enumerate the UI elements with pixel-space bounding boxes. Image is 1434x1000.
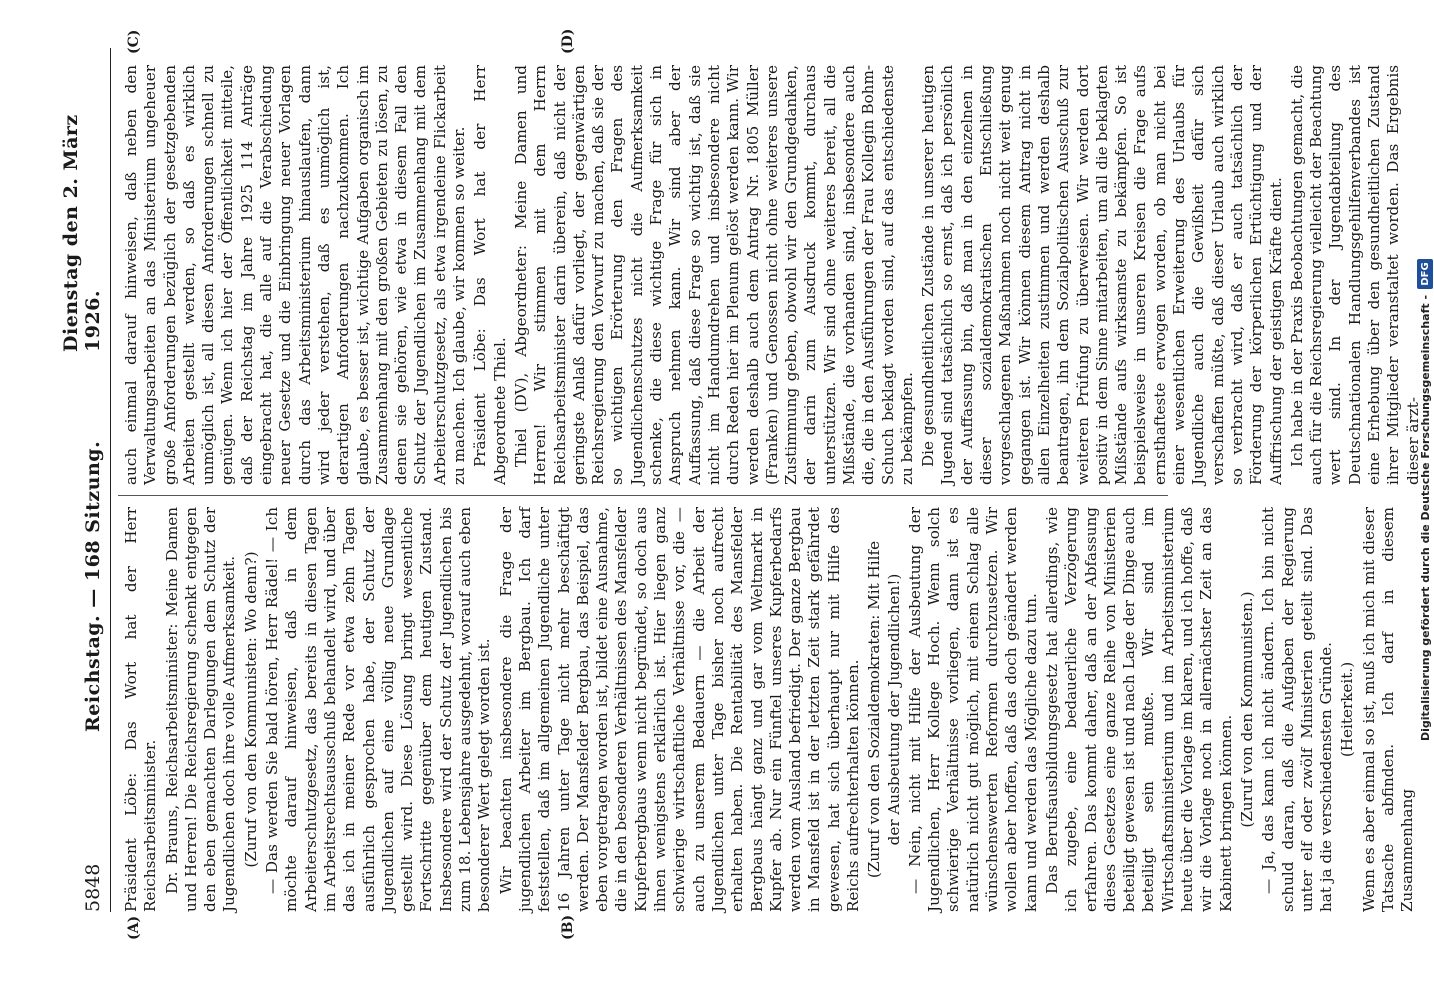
- paragraph: — Ja, das kann ich nicht ändern. Ich bin nicht schuld daran, daß die Aufgaben der Regierung unter elf oder zwölf Ministerien geteilt sind. Das hat ja die verschiedensten Gründe.: [1259, 507, 1336, 912]
- interjection: (Zuruf von den Kommunisten: Wo denn?): [241, 551, 260, 868]
- session-title: Reichstag. — 168 Sitzung.: [82, 440, 104, 732]
- margin-marker-c: (C): [126, 29, 142, 54]
- paragraph: Präsident Löbe: Das Wort hat der Herr Reichsarbeitsminister.: [122, 507, 160, 912]
- dfg-logo: DFG: [1417, 259, 1433, 289]
- margin-marker-d: (D): [560, 28, 576, 54]
- interjection: (Zuruf von den Kommunisten.): [1237, 591, 1256, 828]
- paragraph: — Das werden Sie bald hören, Herr Rädel! — Ich möchte darauf hinweisen, daß in dem Arbeiterschutzgesetz, das bereits in diesen Tagen im Arbeitsrechtsausschuß behandelt wird, und über das ich in meiner Rede vor etwa zehn Tagen ausführlich gesprochen habe, der Schutz der Jugendlichen auf eine völlig neue Grundlage gestellt wird. Diese Lösung bringt wesentliche Fortschritte gegenüber dem heutigen Zustand. Insbesondere wird der Schutz der Jugendlichen bis zum 18. Lebensjahre ausgedehnt, worauf auch eben besonderer Wert gelegt worden ist.: [263, 507, 494, 912]
- digitization-credit: [1412, 0, 1434, 1000]
- paragraph: — Nein, nicht mit Hilfe der Ausbeutung der Jugendlichen, Herr Kollege Hoch. Wenn solch schwierige Verhältnisse vorliegen, dann ist es natürlich nicht gut möglich, mit einem Schlag alle wünschenswerten Reformen durchzusetzen. Wir wollen aber hoffen, daß das doch geändert werden kann und werden das Mögliche dazu tun.: [905, 507, 1040, 912]
- credit-text: Digitalisierung gefördert durch die Deutsche Forschungsgemeinschaft -: [1418, 294, 1432, 742]
- margin-marker-b: (B): [560, 914, 576, 940]
- interjection: (Zuruf von den Sozialdemokraten: Mit Hilfe der Ausbeutung der Jugendlichen!): [865, 540, 903, 879]
- paragraph: Die gesundheitlichen Zustände in unserer heutigen Jugend sind tatsächlich so ernst, daß ich persönlich der Auffassung bin, daß man in den einzelnen in dieser sozialdemokratischen Entschließung vorgeschlagenen Maßnahmen noch nicht weit genug gegangen ist. Wir können diesem Antrag nicht in allen Einzelheiten zustimmen und werden deshalb beantragen, ihn dem Sozialpolitischen Ausschuß zur weiteren Prüfung zu überweisen. Wir werden dort positiv in dem Sinne mitarbeiten, um all die beklagten Mißstände aufs wirksamste zu bekämpfen. So ist beispielsweise in unseren Kreisen die Frage aufs ernsthafteste erwogen worden, ob man nicht bei einer wesentlichen Erweiterung des Urlaubs für Jugendliche auch die Gewißheit dafür sich verschaffen müßte, daß dieser Urlaub auch wirklich so verbracht wird, daß er auch tatsächlich der Förderung der körperlichen Ertüchtigung und der Auffrischung der geistigen Kräfte dient.: [919, 65, 1285, 485]
- margin-marker-a: (A): [126, 915, 142, 940]
- paragraph: Wenn es aber einmal so ist, muß ich mich mit dieser Tatsache abfinden. Ich darf in diesem Zusammenhang: [1359, 507, 1417, 912]
- left-column: [122, 507, 1420, 912]
- page-header: [60, 48, 111, 912]
- right-column: [122, 65, 1425, 485]
- interjection: (Heiterkeit.): [1338, 661, 1357, 758]
- paragraph: Wir beachten insbesondere die Frage der jugendlichen Arbeiter im Bergbau. Ich darf feststellen, daß im allgemeinen Jugendliche unter 16 Jahren unter Tage nicht mehr beschäftigt werden. Der Mansfelder Bergbau, das Beispiel, das eben vorgetragen worden ist, bildet eine Ausnahme, die in den besonderen Verhältnissen des Mansfelder Kupferbergbaus wenn nicht begründet, so doch aus ihnen wenigstens erklärlich ist. Hier liegen ganz schwierige wirtschaftliche Verhältnisse vor, die — auch zu unserem Bedauern — die Arbeit der Jugendlichen unter Tage bisher noch aufrecht erhalten haben. Die Rentabilität des Mansfelder Bergbaus hängt ganz und gar vom Weltmarkt in Kupfer ab. Nur ein Fünftel unseres Kupferbedarfs werden vom Ausland befriedigt. Der ganze Bergbau in Mansfeld ist in der letzten Zeit stark gefährdet gewesen, hat sich überhaupt nur mit Hilfe des Reichs aufrechterhalten können.: [496, 507, 862, 912]
- paragraph: Das Berufsausbildungsgesetz hat allerdings, wie ich zugebe, eine bedauerliche Verzögerung erfahren. Das kommt daher, daß an der Abfassung dieses Gesetzes eine ganze Reihe von Ministerien beteiligt gewesen ist und nach Lage der Dinge auch beteiligt sein mußte. Wir sind im Wirtschaftsministerium und im Arbeitsministerium heute über die Vorlage im klaren, und ich hoffe, daß wir die Vorlage noch in allernächster Zeit an das Kabinett bringen können.: [1042, 507, 1235, 912]
- paragraph: Präsident Löbe: Das Wort hat der Herr Abgeordnete Thiel.: [471, 65, 509, 485]
- column-divider: [118, 495, 1168, 496]
- session-date: Dienstag den 2. März 1926.: [60, 114, 104, 352]
- paragraph: Ich habe in der Praxis Beobachtungen gemacht, die auch für die Reichsregierung vielleicht der Beachtung wert sind. In der Jugendabteilung des Deutschnationalen Handlungsgehilfenverbandes ist eine Erhebung über den gesundheitlichen Zustand ihrer Mitglieder veranstaltet worden. Das Ergebnis dieser ärzt-: [1287, 65, 1422, 485]
- paragraph: Dr. Brauns, Reichsarbeitsminister: Meine Damen und Herren! Die Reichsregierung schenkt entgegen den eben gemachten Darlegungen dem Schutz der Jugendlichen doch ihre volle Aufmerksamkeit.: [162, 507, 239, 912]
- paragraph: Thiel (DV), Abgeordneter: Meine Damen und Herren! Wir stimmen mit dem Herrn Reichsarbeitsminister darin überein, daß nicht der geringste Anlaß dafür vorliegt, der gegenwärtigen Reichsregierung den Vorwurf zu machen, daß sie der so wichtigen Erörterung den Fragen des Jugendlichenschutzes nicht die Aufmerksamkeit schenke, die diese wichtige Frage für sich in Anspruch nehmen kann. Wir sind aber der Auffassung, daß diese Frage so wichtig ist, daß sie nicht im Handumdrehen und insbesondere nicht durch Reden hier im Plenum gelöst werden kann. Wir werden deshalb auch dem Antrag Nr. 1805 Müller (Franken) und Genossen nicht ohne weiteres unsere Zustimmung geben, obwohl wir den Grundgedanken, der darin zum Ausdruck kommt, durchaus unterstützen. Wir sind ohne weiteres bereit, all die Mißstände, die vorhanden sind, insbesondere auch die, die in den Ausführungen der Frau Kollegin Bohm-Schuch beklagt worden sind, auf das entschiedenste zu bekämpfen.: [511, 65, 916, 485]
- page-number: 5848: [82, 863, 104, 912]
- paragraph: auch einmal darauf hinweisen, daß neben den Verwaltungsarbeiten an das Ministerium ungeheuer große Anforderungen bezüglich der gesetzgebenden Arbeiten gestellt werden, so daß es wirklich unmöglich ist, all diesen Anforderungen schnell zu genügen. Wenn ich hier der Öffentlichkeit mitteile, daß der Reichstag im Jahre 1925 114 Anträge eingebracht hat, die alle auf die Verabschiedung neuer Gesetze und die Einbringung neuer Vorlagen durch das Arbeitsministerium hinauslaufen, dann wird jeder verstehen, daß es unmöglich ist, derartigen Anforderungen nachzukommen. Ich glaube, es besser ist, wichtige Aufgaben organisch im Zusammenhang mit den großen Gebieten zu lösen, zu denen sie gehören, wie etwa in diesem Fall den Schutz der Jugendlichen im Zusammenhang mit dem Arbeiterschutzgesetz, als etwa irgendeine Flickarbeit zu machen. Ich glaube, wir kommen so weiter.: [122, 65, 469, 485]
